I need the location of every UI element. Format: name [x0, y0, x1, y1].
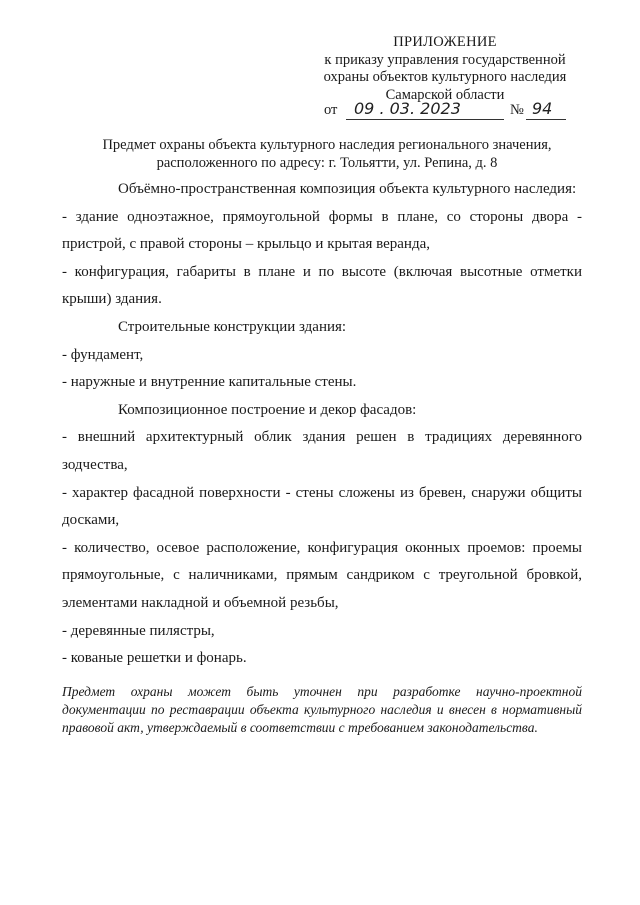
subject-line-1: Предмет охраны объекта культурного наследия регионального значения,	[102, 137, 552, 153]
list-item: - внешний архитектурный облик здания решен в традициях деревянного зодчества,	[62, 429, 582, 473]
protection-subject-title	[60, 136, 594, 172]
list-item: - количество, осевое расположение, конфигурация оконных проемов: проемы прямоугольные, с наличниками, прямым сандриком с треугольной бровкой, элементами накладной и объемной резьбы,	[62, 539, 582, 611]
order-from-label: от	[324, 102, 338, 118]
list-item: - конфигурация, габариты в плане и по высоте (включая высотные отметки крыши) здания.	[62, 263, 582, 308]
section-heading-facades: Композиционное построение и декор фасадов:	[118, 401, 417, 418]
appendix-title: ПРИЛОЖЕНИЕ	[393, 34, 497, 50]
appendix-line-2: охраны объектов культурного наследия	[323, 69, 567, 85]
order-number-label: №	[510, 102, 524, 118]
list-item: - фундамент,	[62, 346, 144, 363]
order-date-handwritten: 09 . 03. 2023	[354, 99, 461, 118]
order-number-handwritten: 94	[532, 99, 553, 118]
document-body	[62, 176, 582, 673]
list-item: - кованые решетки и фонарь.	[62, 650, 247, 667]
list-item: - деревянные пилястры,	[62, 622, 215, 639]
appendix-line-1: к приказу управления государственной	[324, 51, 566, 68]
clarification-note: Предмет охраны может быть уточнен при разработке научно-проектной документации по реставрации объекта культурного наследия и внесен в нормативный правовой акт, утверждаемый в соответствии с требованием законодательства.	[62, 684, 582, 735]
appendix-header	[300, 34, 590, 104]
list-item: - наружные и внутренние капитальные стены.	[62, 374, 357, 391]
list-item: - здание одноэтажное, прямоугольной формы в плане, со стороны двора - пристрой, с правой стороны – крыльцо и крытая веранда,	[62, 208, 582, 253]
subject-line-2: расположенного по адресу: г. Тольятти, ул. Репина, д. 8	[156, 155, 498, 171]
section-heading-volume: Объёмно-пространственная композиция объекта культурного наследия:	[118, 181, 577, 197]
date-underline	[346, 119, 504, 120]
section-heading-structures: Строительные конструкции здания:	[118, 318, 347, 335]
order-date-number-line	[324, 99, 574, 122]
number-underline	[526, 119, 566, 120]
list-item: - характер фасадной поверхности - стены сложены из бревен, снаружи общиты досками,	[62, 484, 582, 529]
appendix-line-3: Самарской области	[385, 86, 505, 103]
